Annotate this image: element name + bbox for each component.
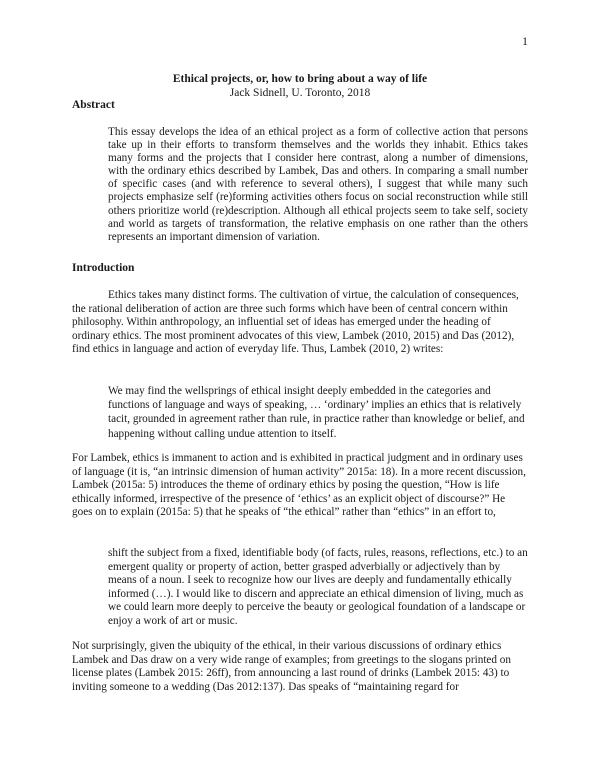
abstract-text: This essay develops the idea of an ethical project as a form of collective action that persons take up in their efforts to transform themselves and the worlds they inhabit. Ethics takes many forms and the projects that I consider here contrast, along a number of dimensions, with the ordinary ethics described by Lambek, Das and others. In comparing a small number of specific cases (and with reference to several others), I suggest that while many such projects emphasize self (re)forming activities others focus on social reconstruction while still others prioritize world (re)description. Although all ethical projects seem to take self, society and world as targets of transformation, the relative emphasis on one rather than the others represents an important dimension of variation.	[108, 126, 528, 243]
abstract-heading: Abstract	[72, 99, 115, 111]
document-title: Ethical projects, or, how to bring about a way of life	[172, 73, 428, 85]
page-number: 1	[522, 34, 528, 48]
byline: Jack Sidnell, U. Toronto, 2018	[229, 87, 371, 99]
block-quote-1: We may find the wellsprings of ethical insight deeply embedded in the categories and functions of language and ways of speaking, … ‘ordinary’ implies an ethics that is relatively tacit, grounded in agreement rather than rule, in practice rather than knowledge or belief, and happening without calling undue attention to itself.	[108, 385, 525, 440]
paragraph-2: For Lambek, ethics is immanent to action and is exhibited in practical judgment and in ordinary uses of language (it is, “an intrinsic dimension of human activity” 2015a: 18). In a more recent discussion, Lambek (2015a: 5) introduces the theme of ordinary ethics by posing the question, “How is life ethically informed, irrespective of the presence of ‘ethics’ as an explicit object of discourse?” He goes on to explain (2015a: 5) that he speaks of “the ethical” rather than “ethics” in an effort to,	[72, 452, 526, 519]
introduction-heading: Introduction	[72, 262, 135, 274]
block-quote-2: shift the subject from a fixed, identifiable body (of facts, rules, reasons, reflections, etc.) to an emergent quality or property of action, better grasped adverbially or adjectively than by means of a noun. I seek to recognize how our lives are deeply and fundamentally ethically informed (…). I would like to discern and appreciate an ethical dimension of living, much as we could learn more deeply to perceive the beauty or geological foundation of a landscape or enjoy a work of art or music.	[108, 547, 528, 627]
paragraph-3: Not surprisingly, given the ubiquity of the ethical, in their various discussions of ordinary ethics Lambek and Das draw on a very wide range of examples; from greetings to the slogans printed on license plates (Lambek 2015: 26ff), from announcing a last round of drinks (Lambek 2015: 43) to inviting someone to a wedding (Das 2012:137). Das speaks of “maintaining regard for	[72, 640, 511, 693]
paragraph-1: Ethics takes many distinct forms. The cultivation of virtue, the calculation of consequences, the rational deliberation of action are three such forms which have been of central concern within philosophy. Within anthropology, an influential set of ideas has emerged under the heading of ordinary ethics. The most prominent advocates of this view, Lambek (2010, 2015) and Das (2012), find ethics in language and action of everyday life. Thus, Lambek (2010, 2) writes:	[72, 289, 519, 355]
